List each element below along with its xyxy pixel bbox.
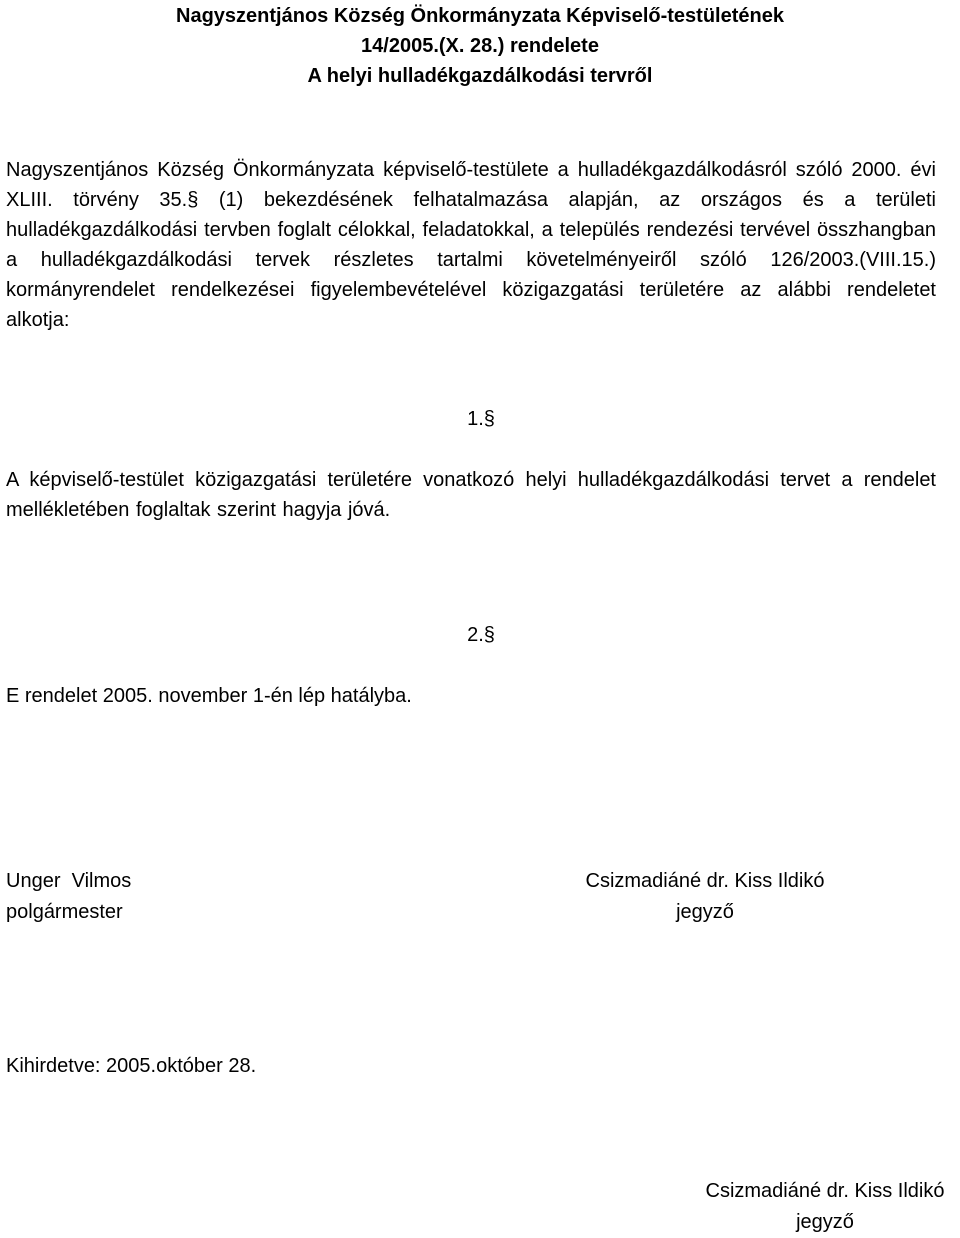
mayor-title: polgármester (6, 901, 123, 923)
preamble-paragraph: Nagyszentjános Község Önkormányzata képviselő-testülete a hulladékgazdálkodásról szóló 2000. évi XLIII. törvény 35.§ (1) bekezdésének felhatalmazása alapján, az országos és a területi hulladékgazdálkodási tervben foglalt célokkal, feladatokkal, a település rendezési tervével összhangban a hulladékgazdálkodási tervek részletes tartalmi követelményeiről szóló 126/2003.(VIII.15.) kormányrendelet rendelkezései figyelembevételével közigazgatási területére az alábbi rendeletet alkotja: (6, 159, 936, 331)
section-1-number: 1.§ (467, 408, 495, 430)
mayor-name: Unger Vilmos (6, 870, 132, 892)
header-line-3: A helyi hulladékgazdálkodási tervről (307, 65, 653, 87)
notary-title: jegyző (676, 901, 734, 923)
final-notary-name: Csizmadiáné dr. Kiss Ildikó (705, 1180, 945, 1202)
header-line-2: 14/2005.(X. 28.) rendelete (361, 35, 599, 57)
header-line-1: Nagyszentjános Község Önkormányzata Képviselő-testületének (176, 5, 784, 27)
notary-signature (570, 866, 840, 928)
section-1-text: A képviselő-testület közigazgatási területére vonatkozó helyi hulladékgazdálkodási tervet a rendelet mellékletében foglaltak szerint hagyja jóvá. (6, 469, 936, 521)
final-notary-title: jegyző (796, 1211, 854, 1233)
promulgation-date: Kihirdetve: 2005.október 28. (6, 1055, 257, 1077)
section-2-number: 2.§ (467, 624, 495, 646)
mayor-signature (6, 866, 131, 928)
notary-name: Csizmadiáné dr. Kiss Ildikó (585, 870, 825, 892)
section-2-text: E rendelet 2005. november 1-én lép hatályba. (6, 685, 412, 707)
final-notary-signature (690, 1176, 960, 1238)
